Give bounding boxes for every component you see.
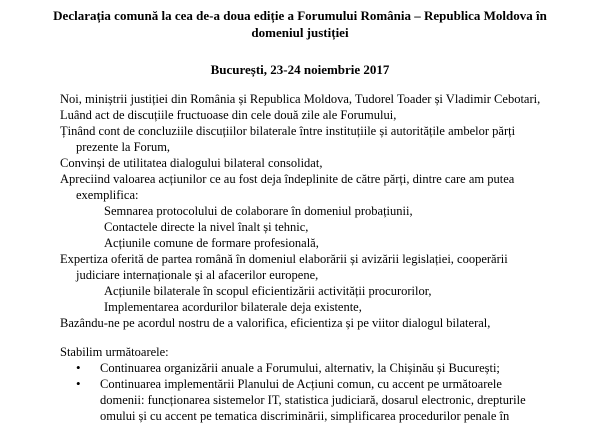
based-on-line: Bazându-ne pe acordul nostru de a valorifica, eficientiza și pe viitor dialogul bilateral, [60, 316, 491, 330]
bullet-line: Continuarea implementării Planului de Acțiuni comun, cu accent pe următoarele [100, 377, 502, 391]
expertise-line-2: judiciare internaționale și al afacerilor europene, [76, 268, 319, 282]
establish-heading: Stabilim următoarele: [60, 345, 169, 359]
intro-line: exemplifica: [76, 188, 139, 202]
bullet-line: omului și cu accent pe tematica discriminării, simplificarea procedurilor penale în [100, 409, 510, 423]
place-and-date: București, 23-24 noiembrie 2017 [210, 62, 390, 77]
bullet-marker: • [76, 360, 81, 375]
bullet-line: Continuarea organizării anuale a Forumului, alternativ, la Chișinău și București; [100, 361, 500, 375]
intro-line: Luând act de discuțiile fructuoase din cele două zile ale Forumului, [60, 108, 397, 122]
example-item: Semnarea protocolului de colaborare în domeniul probațiunii, [104, 204, 413, 218]
document-title-line-1: Declarația comună la cea de-a doua ediție a Forumului România – Republica Moldova în [53, 8, 547, 23]
bullet-line: domenii: funcționarea sistemelor IT, statistica judiciară, dosarul electronic, drepturile [100, 393, 526, 407]
intro-line: prezente la Forum, [76, 140, 171, 154]
intro-line: Ținând cont de concluziile discuțiilor bilaterale între instituțiile și autoritățile ambelor părți [60, 124, 516, 138]
intro-line: Convinși de utilitatea dialogului bilateral consolidat, [60, 156, 323, 170]
intro-line: Apreciind valoarea acțiunilor ce au fost deja îndeplinite de către părți, dintre care am putea [60, 172, 515, 186]
intro-line: Noi, miniștrii justiției din România și Republica Moldova, Tudorel Toader și Vladimir Cebotari, [60, 92, 541, 106]
example-item: Contactele directe la nivel înalt și tehnic, [104, 220, 309, 234]
example-item: Implementarea acordurilor bilaterale deja existente, [104, 300, 362, 314]
bullet-marker: • [76, 376, 81, 391]
expertise-line-1: Expertiza oferită de partea română în domeniul elaborării și avizării legislației, cooperării [60, 252, 508, 266]
document-title-line-2: domeniul justiției [251, 25, 349, 40]
example-item: Acțiunile bilaterale în scopul eficientizării activității procurorilor, [104, 284, 432, 298]
example-item: Acțiunile comune de formare profesională, [104, 236, 319, 250]
